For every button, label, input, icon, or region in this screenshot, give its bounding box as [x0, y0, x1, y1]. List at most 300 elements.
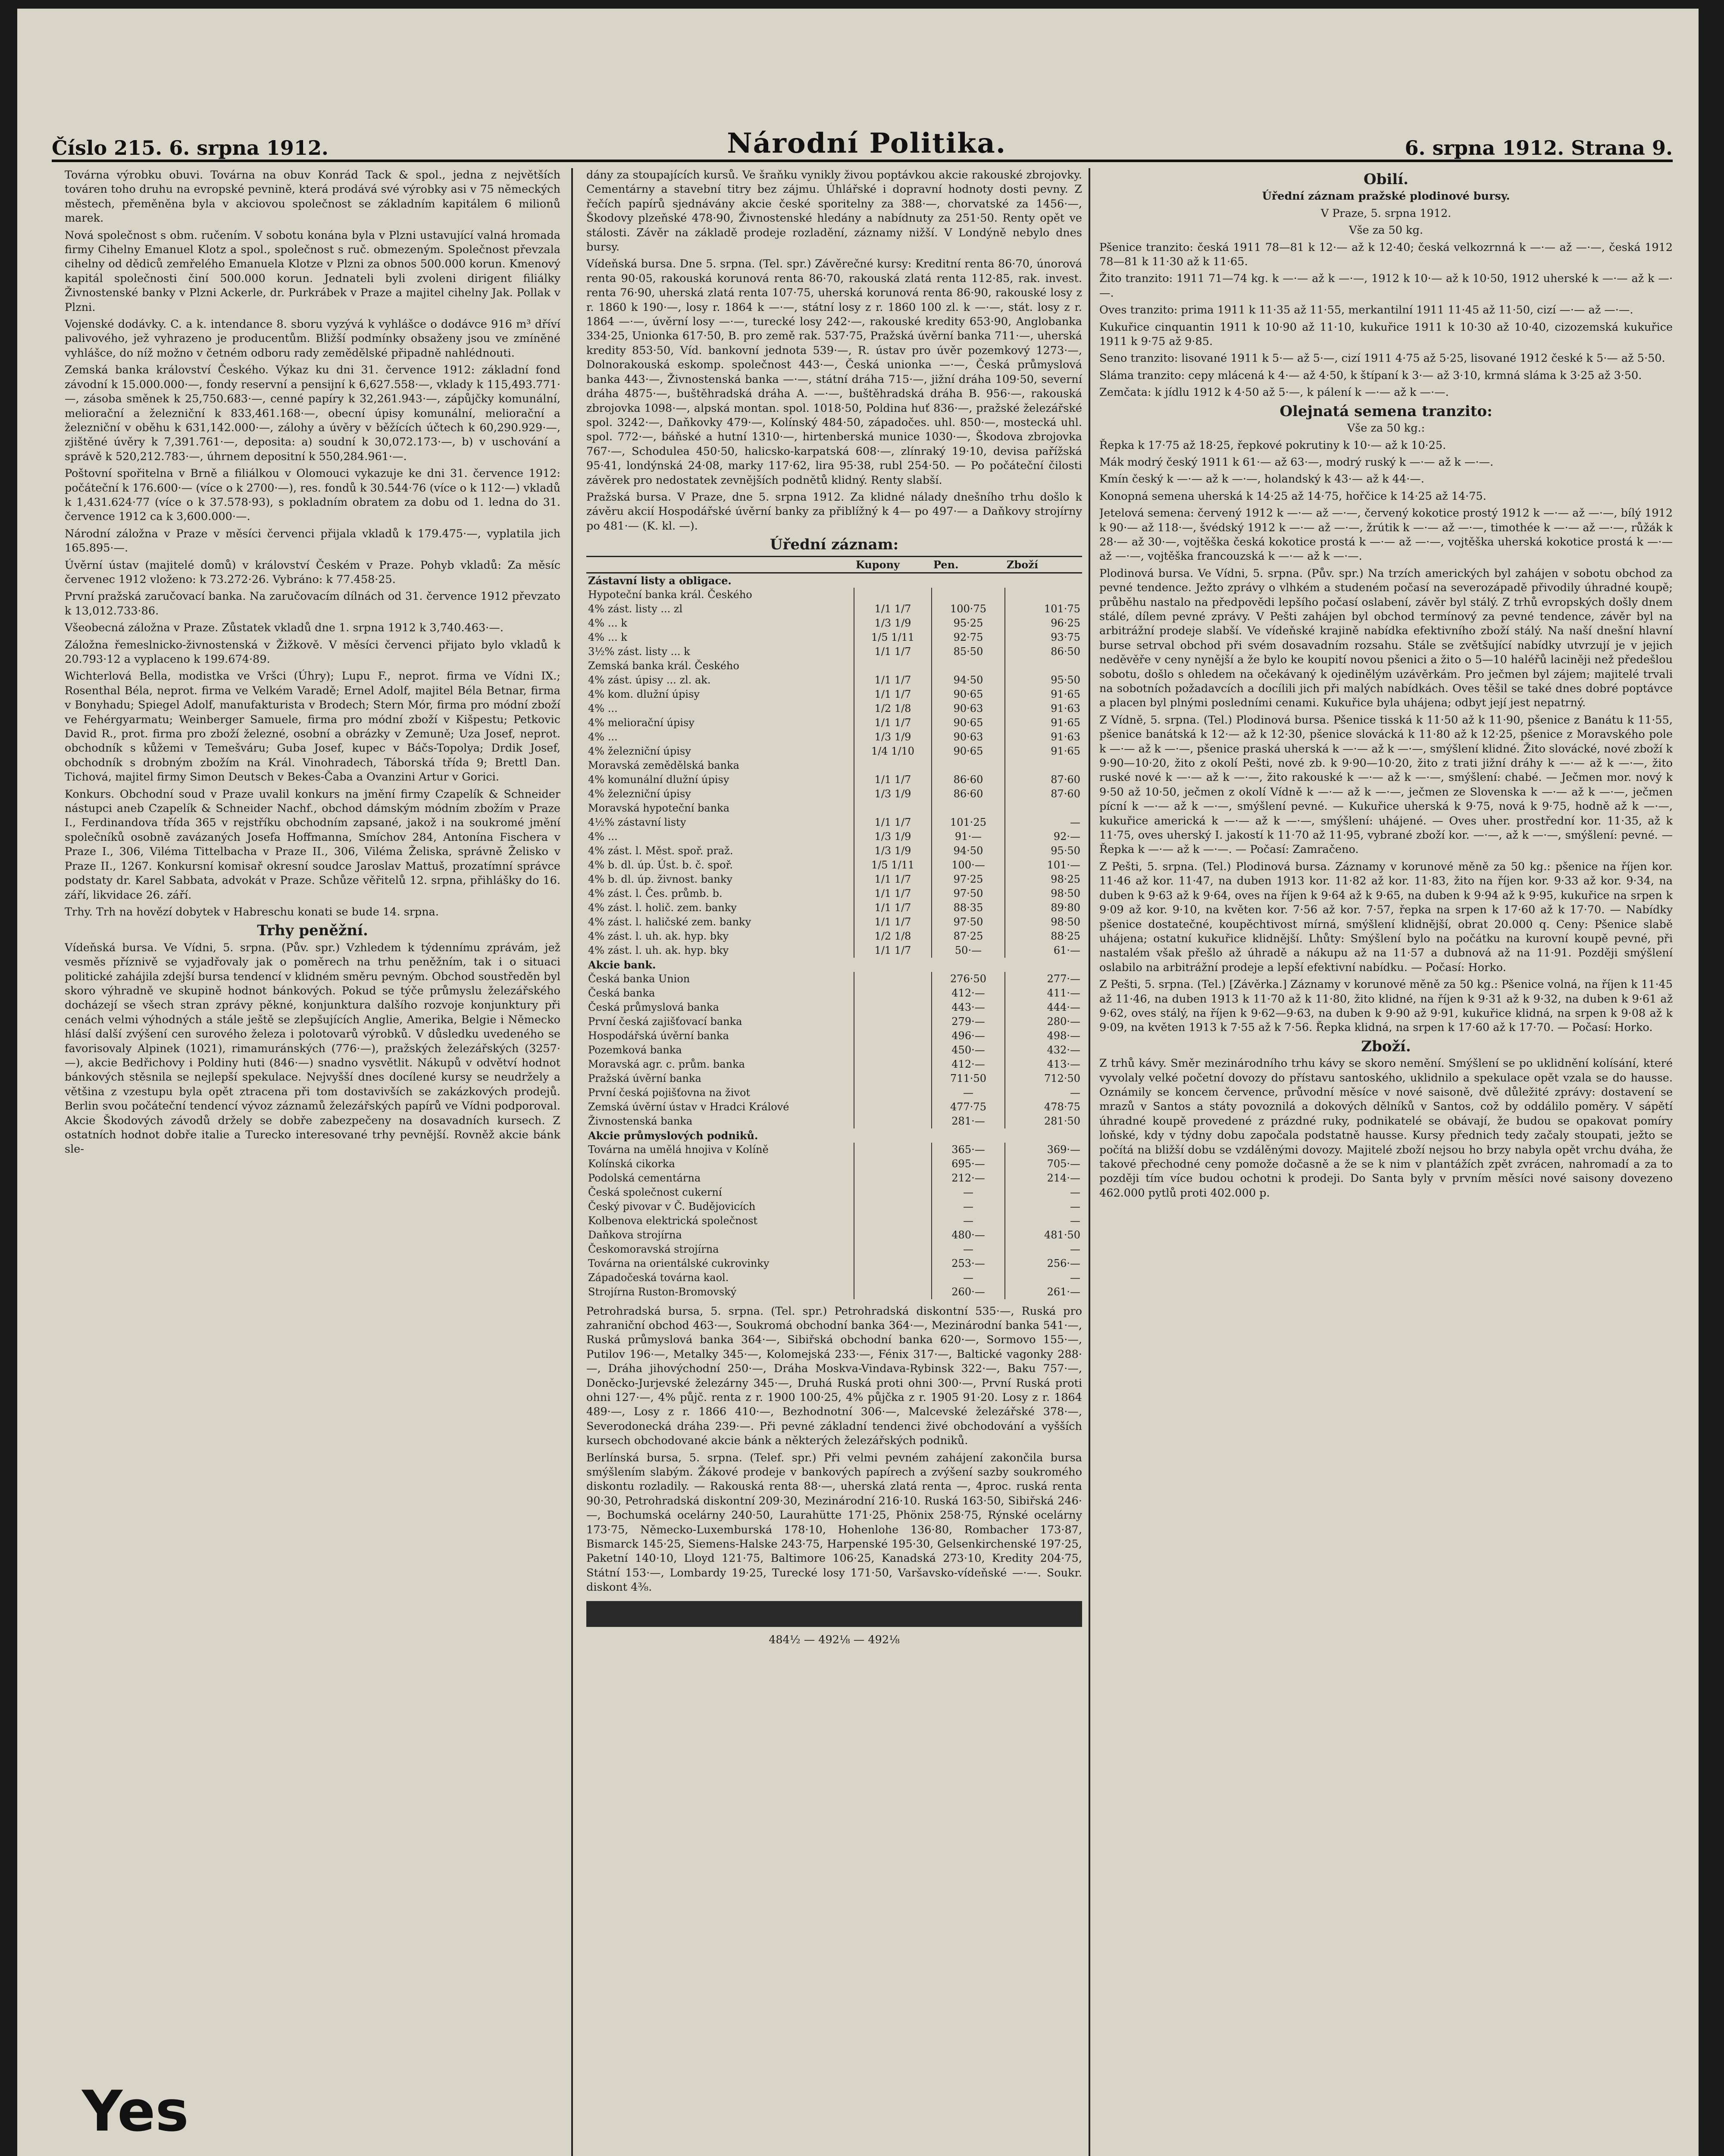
table-row	[586, 815, 1082, 830]
table-cell: 4% zást. l. Čes. průmb. b.	[588, 887, 723, 899]
table-cell: Daňkova strojírna	[588, 1228, 682, 1241]
section-heading: Úřední záznam:	[770, 536, 899, 554]
table-cell: —	[1005, 1271, 1082, 1285]
article: Pšenice tranzito: česká 1911 78—81 k 12·— až k 12·40; česká velkozrnná k —·— až —·—, česká 1912 78—81 k 11·30 až k 11·65.	[1099, 241, 1673, 269]
table-cell: 4% zást. l. uh. ak. hyp. bky	[588, 930, 729, 942]
table-cell: 88·35	[932, 901, 1005, 915]
bottom-numbers: 484½ — 492⅛ — 492⅛	[769, 1633, 900, 1646]
article: První pražská zaručovací banka. Na zaručovacím dílnách od 31. července 1912 převzato k 13,012.733·86.	[65, 590, 560, 617]
table-cell: 481·50	[1005, 1228, 1082, 1242]
table-cell: 98·50	[1005, 915, 1082, 929]
article: Kukuřice cinquantin 1911 k 10·90 až 11·10, kukuřice 1911 k 10·30 až 10·40, cizozemská kukuřice 1911 k 9·75 až 9·85.	[1099, 320, 1673, 348]
table-header	[586, 556, 854, 573]
table-cell: 4% ...	[588, 702, 618, 714]
table-cell: 214·—	[1005, 1171, 1082, 1185]
article: Záložna řemeslnicko-živnostenská v Žižkově. V měsíci červenci přijato bylo vkladů k 20.793·12 a vyplaceno k 199.674·89.	[65, 638, 560, 666]
table-row	[586, 1185, 1082, 1200]
article: Seno tranzito: lisované 1911 k 5·— až 5·—, cizí 1911 4·75 až 5·25, lisované 1912 české k 5·— až 5·50.	[1099, 352, 1665, 365]
table-row	[586, 1114, 1082, 1128]
table-cell: 93·75	[1005, 630, 1082, 645]
subheading: Vše za 50 kg.:	[1347, 422, 1425, 435]
table-cell	[1005, 758, 1082, 773]
table-cell	[854, 1242, 932, 1257]
table-cell: 498·—	[1005, 1029, 1082, 1043]
article: Z Pešti, 5. srpna. (Tel.) Plodinová bursa. Záznamy v korunové měně za 50 kg.: pšenice na říjen kor. 11·46 až kor. 11·47, na duben 1913 kor. 11·82 až kor. 11·83, žito na říjen kor. 9·33 až kor. 9·34, na duben k 9·63 až k 9·64, oves na říjen k 9·64 až k 9·65, na duben k 9·94 až k 9·95, kukuřice na srpen k 9·09 až kor. 9·10, na květen kor. 7·56 až kor. 7·57, řepka na srpen k 17·60 až k 17·70. — Nabídky pšenice dostatečné, koupěchtivost mírná, smýšlení klidnější, obrat 20.000 q. Ceny: Pšenice slabě uhájena; ostatní kukuřice klidnější. Lhůty: Smýšlení bylo na počátku na kurovní koupě pevné, při nastalém však přešlo až úhradě a nákupu až na 11·57 a dubnová až na 11·91. Později smýšlení oslabilo na arbitrážní prodeje a lepší efektivní nabídku. — Počasí: Horko.	[1099, 860, 1673, 974]
table-row	[586, 1072, 1082, 1086]
table-group-title: Zástavní listy a obligace.	[588, 574, 732, 587]
table-row	[586, 943, 1082, 958]
ad-headline: Yes	[82, 2078, 189, 2144]
table-cell	[854, 1271, 932, 1285]
table-group-row	[586, 573, 1082, 588]
table-cell: 276·50	[932, 972, 1005, 986]
table-cell: 1/1 1/7	[854, 602, 932, 616]
table-cell	[854, 1015, 932, 1029]
table-cell: 94·50	[932, 673, 1005, 687]
table-row	[586, 915, 1082, 929]
table-cell: 4% ...	[588, 730, 618, 743]
article: Sláma tranzito: cepy mlácená k 4·— až 4·50, k štípaní k 3·— až 3·10, krmná sláma k 3·25 až 3·50.	[1099, 369, 1642, 382]
table-cell: 61·—	[1005, 943, 1082, 958]
table-cell: 1/1 1/7	[854, 673, 932, 687]
table-cell: 97·50	[932, 915, 1005, 929]
article: Poštovní spořitelna v Brně a filiálkou v Olomouci vykazuje ke dni 31. července 1912: počáteční k 176.600·— (více o k 2700·—), res. fondů k 30.544·76 (více o k 112·—) vkladů k 1,431.624·77 (více o k 37.578·93), s pokladním obratem za dobu od 1. ledna do 31. července 1912 ca k 3,600.000·—.	[65, 467, 560, 523]
table-cell	[854, 1185, 932, 1200]
table-cell: —	[932, 1185, 1005, 1200]
table-cell: 444·—	[1005, 1000, 1082, 1015]
table-cell: 1/1 1/7	[854, 887, 932, 901]
table-row	[586, 844, 1082, 858]
table-cell	[854, 801, 932, 815]
table-cell: 89·80	[1005, 901, 1082, 915]
table-row	[586, 872, 1082, 887]
table-cell: 86·60	[932, 787, 1005, 801]
table-cell: —	[932, 1200, 1005, 1214]
table-cell: Pozemková banka	[588, 1044, 682, 1056]
table-cell: 50·—	[932, 943, 1005, 958]
table-cell	[854, 1029, 932, 1043]
table-cell: —	[1005, 815, 1082, 830]
table-cell	[854, 1157, 932, 1171]
table-cell	[854, 1086, 932, 1100]
table-cell: —	[1005, 1242, 1082, 1257]
black-bar	[586, 1601, 1082, 1627]
article: Zemská banka království Českého. Výkaz ku dni 31. července 1912: základní fond závodní k 15.000.000·—, fondy reservní a pensijní k 6,627.558·—, vklady k 115,493.771·—, zásoba směnek k 25,750.683·—, cenné papíry k 32,261.943·—, zápůjčky komunální, meliorační a železniční k 833,461.168·—, obecní úpisy komunální, meliorační a železniční v oběhu k 631,142.000·—, zálohy a úvěry v běžících účtech k 60,290.929·—, zjištěné úvěry k 7,391.761·—, deposita: a) soudní k 30,072.173·—, b) v uschování a správě k 520,212.783·—, úhrnem depositní k 550,284.961·—.	[65, 364, 560, 463]
table-cell: Kolbenova elektrická společnost	[588, 1214, 758, 1227]
table-header: Kupony	[854, 556, 932, 573]
table-cell: —	[932, 1271, 1005, 1285]
section-heading: Zboží.	[1361, 1037, 1411, 1055]
table-row	[586, 1143, 1082, 1157]
table-cell: 369·—	[1005, 1143, 1082, 1157]
table-cell: 4% meliorační úpisy	[588, 716, 695, 729]
table-group-title: Akcie průmyslových podniků.	[588, 1129, 758, 1142]
table-cell: 412·—	[932, 1057, 1005, 1072]
table-cell: —	[1005, 1200, 1082, 1214]
table-cell: 1/1 1/7	[854, 687, 932, 702]
table-cell: 86·60	[932, 773, 1005, 787]
table-cell: 695·—	[932, 1157, 1005, 1171]
table-cell: 4% zást. listy ... zl	[588, 602, 683, 615]
article: Wichterlová Bella, modistka ve Vršci (Úhry); Lupu F., neprot. firma ve Vídni IX.; Rosenthal Béla, neprot. firma ve Velkém Varadě; Ernel Adolf, majitel Béla Betnar, firma v Bonyhadu; Spiegel Adolf, manufakturista v Brodech; Stern Mór, firma pro módní zboží ve Fehérgyarmatu; Weinberger Samuele, firma pro módní zboží v Kišpestu; Petkovic David R., prot. firma pro zboží železné, osobní a obrázky v Zemuně; Uza Josef, neprot. obchodník s kůžemi v Temešváru; Guba Josef, kupec v Báčs-Topolya; Drdik Josef, obchodník s drobným zbožím na Král. Vinohradech, Táborská třída 9; Brettl Dan. Tichová, majitel firmy Simon Deutsch v Bekes-Čaba a Ovanzini Artur v Gorici.	[65, 670, 560, 784]
subheading: Vše za 50 kg.	[1349, 224, 1423, 237]
table-row	[586, 787, 1082, 801]
table-cell: 478·75	[1005, 1100, 1082, 1114]
table-cell: 1/1 1/7	[854, 943, 932, 958]
table-cell: 443·—	[932, 1000, 1005, 1015]
table-cell: 450·—	[932, 1043, 1005, 1057]
table-row	[586, 1157, 1082, 1171]
table-cell: 92·—	[1005, 830, 1082, 844]
table-cell: Zemská banka král. Českého	[588, 659, 739, 672]
table-cell: —	[1005, 1086, 1082, 1100]
table-cell: 85·50	[932, 645, 1005, 659]
table-cell	[854, 659, 932, 673]
table-cell: 101·—	[1005, 858, 1082, 872]
table-row	[586, 887, 1082, 901]
table-cell	[854, 1257, 932, 1271]
table-cell: 712·50	[1005, 1072, 1082, 1086]
table-cell: 100·75	[932, 602, 1005, 616]
table-cell: Česká průmyslová banka	[588, 1001, 719, 1013]
table-cell: 95·50	[1005, 844, 1082, 858]
table-row	[586, 1257, 1082, 1271]
table-cell: 1/1 1/7	[854, 901, 932, 915]
column-rule	[571, 168, 573, 2156]
table-cell: 100·—	[932, 858, 1005, 872]
table-cell: Zemská úvěrní ústav v Hradci Králové	[588, 1100, 789, 1113]
table-row	[586, 986, 1082, 1000]
article: Z trhů kávy. Směr mezinárodního trhu kávy se skoro nemění. Smýšlení se po uklidnění kolísání, které vyvolaly velké početní dovozy do přístavu santoského, uklidnilo a spekulace opět vzala se do hausse. Oznámily se koncem července, průvodní měsíce v nové saisoně, dvě důležité zprávy: dostavení se mrazů v Santos a státy povoznilá a dokových dělníků v Santos, což by oddálilo poměry. V sápětí úhradné koupě provedené z prázdné ruky, podnikatelé se obávají, že budou se opakovat pomíry loňské, kdy v týdny dobu započala podstatně hausse. Kursy přednich tedy začaly stoupati, ježto se počítá na bližší dobu se vzdálěnými dovozy. Majitelé zboží nejsou ho brzy nabyla opět vrchu dváha, že takové přechodné ceny pomože dočasně a že se k nim v plantážích zpět zvrácen, nahromadí a za to později tím více budou ochotni k prodeji. Do Santa byly v prvním měsíci nové saisony dovezeno 462.000 pytlů proti 402.000 p.	[1099, 1057, 1673, 1200]
table-row	[586, 858, 1082, 872]
table-cell: Česká banka	[588, 987, 655, 999]
article: Národní záložna v Praze v měsíci červenci přijala vkladů k 179.475·—, vyplatila jich 165.895·—.	[65, 527, 560, 555]
table-cell: 413·—	[1005, 1057, 1082, 1072]
article: Konopná semena uherská k 14·25 až 14·75, hořčice k 14·25 až 14·75.	[1099, 489, 1486, 503]
table-group-row	[586, 958, 1082, 972]
table-cell: Česká banka Union	[588, 972, 690, 985]
article: Petrohradská bursa, 5. srpna. (Tel. spr.) Petrohradská diskontní 535·—, Ruská pro zahraniční obchod 463·—, Soukromá obchodní banka 364·—, Mezinárodní banka 541·—, Ruská průmyslová banka 364·—, Sibiřská obchodní banka 620·—, Sormovo 155·—, Putilov 196·—, Metalky 345·—, Kolomejská 233·—, Fénix 317·—, Baltické vagonky 288·—, Dráha jihovýchodní 250·—, Dráha Moskva-Vindava-Rybinsk 322·—, Baku 757·—, Doněcko-Jurjevské železárny 345·—, Druhá Ruská proti ohni 300·—, První Ruská proti ohni 127·—, 4% půjč. renta z r. 1900 100·25, 4% půjčka z r. 1905 91·20. Losy z r. 1864 489·—, Losy z r. 1866 410·—, Bezhodnotní 306·—, Malcevské železářské 378·—, Severodonecká dráha 239·—. Při pevné základní tendenci živé obchodování a vyšších kursech obchodované akcie bánk a některých železářských podniků.	[586, 1304, 1082, 1448]
article: Vídeňská bursa. Ve Vídni, 5. srpna. (Pův. spr.) Vzhledem k týdennímu zprávám, jež vesměs příznivě se vyjadřovaly jak o poměrech na trhu peněžním, tak i o situaci politické zahájila zdejší bursa tendencí v klidném směru pevným. Obchod soustředěn byl skoro výhradně ve skupině hodnot bánkových. Pokud se týče průmyslu železářského docházejí se všech stran zprávy pěkné, konjunktura dalšího rozvoje konjunktury při cenách velmi výhodných a stále ještě se zlepšujících Anglie, Amerika, Belgie i Německo hlásí další zvýšení cen surového železa i polotovarů výrobků. V důsledku uvedeného se favorisovaly Alpinek (1021), rimamuránských (776·—), pražských železářských (3257·—), akcie Bedřichovy i Poldiny huti (846·—) snadno vysvětlit. Nákupů v odvětví hodnot bánkových stěsnila se nejlepší spekulace. Nejvyšší dnes docílené kursy se neudržely a většina z vzestupu byla opět ztracena při tom dostavivších se zakázkových prodejů. Berlin svou počáteční tendencí vývoz záznamů železářských papírů ve Vídni podporoval. Akcie Škodových závodů držely se dobře zabezpečeny na dosavadních kursech. Z ostatních hodnot dobře italie a Turecko interesované trhy pevnější. Rovněž akcie bánk sle-	[65, 941, 560, 1156]
table-cell: 496·—	[932, 1029, 1005, 1043]
article: Úvěrní ústav (majitelé domů) v království Českém v Praze. Pohyb vkladů: Za měsíc červenec 1912 vloženo: k 73.272·26. Vybráno: k 77.458·25.	[65, 558, 560, 586]
table-row	[586, 687, 1082, 702]
bond-table	[586, 556, 1082, 1299]
table-cell: 432·—	[1005, 1043, 1082, 1057]
table-cell: 256·—	[1005, 1257, 1082, 1271]
table-cell: 1/5 1/11	[854, 630, 932, 645]
table-cell: 480·—	[932, 1228, 1005, 1242]
article: Žito tranzito: 1911 71—74 kg. k —·— až k —·—, 1912 k 10·— až k 10·50, 1912 uherské k —·— až k —·—.	[1099, 272, 1673, 300]
table-cell: 3½% zást. listy ... k	[588, 645, 690, 658]
table-cell: 1/3 1/9	[854, 616, 932, 630]
table-cell	[932, 659, 1005, 673]
table-cell: 1/3 1/9	[854, 787, 932, 801]
table-cell: 1/1 1/7	[854, 872, 932, 887]
table-cell: 98·25	[1005, 872, 1082, 887]
table-row	[586, 1242, 1082, 1257]
table-cell	[854, 1043, 932, 1057]
table-cell: Hospodářská úvěrní banka	[588, 1029, 729, 1042]
table-cell: 1/4 1/10	[854, 744, 932, 758]
table-cell	[854, 972, 932, 986]
table-cell: 1/1 1/7	[854, 773, 932, 787]
table-cell: Pražská úvěrní banka	[588, 1072, 701, 1084]
table-cell: 4% b. dl. úp. Úst. b. č. spoř.	[588, 859, 733, 871]
table-cell: První česká pojišťovna na život	[588, 1086, 751, 1099]
table-cell: 4% zást. l. uh. ak. hyp. bky	[588, 944, 729, 956]
table-cell: Hypoteční banka král. Českého	[588, 588, 752, 601]
table-cell: 1/1 1/7	[854, 645, 932, 659]
table-cell: —	[932, 1086, 1005, 1100]
table-row	[586, 830, 1082, 844]
table-cell: 4% zást. l. haličské zem. banky	[588, 915, 751, 928]
table-group-row	[586, 1128, 1082, 1143]
col1-articles	[65, 168, 560, 919]
table-cell	[854, 758, 932, 773]
table-row	[586, 1043, 1082, 1057]
article: dány za stoupajících kursů. Ve šraňku vynikly živou poptávkou akcie rakouské zbrojovky. Cementárny a stavební titry bez zájmu. Úhlářské i dopravní hodnoty dosti pevny. Z řečích papírů sjednávány akcie české sporitelny za 388·—, chorvatské za 1456·—, Škodovy plzeňské 478·90, Živnostenské hledány a nabídnuty za 251·50. Renty opět ve stálosti. Závěr na základě prodeje rozladění, záznamy nižší. V Londýně nebylo dnes bursy.	[586, 169, 1082, 254]
table-cell: Továrna na orientálské cukrovinky	[588, 1257, 770, 1269]
table-cell: 412·—	[932, 986, 1005, 1000]
table-header: Pen.	[932, 556, 1005, 573]
table-row	[586, 645, 1082, 659]
article: Vídeňská bursa. Dne 5. srpna. (Tel. spr.) Závěrečné kursy: Kreditní renta 86·70, únorová renta 90·05, rakouská korunová renta 86·70, rakouská zlatá renta 112·85, rak. invest. renta 76·90, uherská zlatá renta 107·75, uherská korunová renta 86·90, rakouské losy z r. 1860 k 190·—, losy r. 1864 k —·—, státní losy z r. 1860 100 zl. k —·—, stát. losy z r. 1864 —·—, úvěrní losy —·—, turecké losy 242·—, rakouské kredity 653·90, Anglobanka 334·25, Unionka 617·50, B. pro země rak. 537·75, Pražská úvěrní banka 711·—, uherská kredity 853·50, Víd. bankovní jednota 539·—, R. ústav pro úvěr pozemkový 1273·—, Dolnorakouská eskomp. společnost 443·—, Česká unionka —·—, Česká průmyslová banka 443·—, Živnostenská banka —·—, státní dráha 715·—, jižní dráha 109·50, severní dráha 4875·—, buštěhradská dráha A. —·—, buštěhradská dráha B. 956·—, rakouská zbrojovka 1098·—, alpská montan. spol. 1018·50, Poldina huť 836·—, pražské železářské spol. 3242·—, Daňkovky 479·—, Kolínský 484·50, západočes. uhl. 850·—, mostecká uhl. spol. 772·—, báňské a hutní 1310·—, hirtenberská munice 1030·—, Škodova zbrojovka 767·—, Schodulea 450·50, halicsko-karpatská 608·—, zlínraký 19·10, devisa pařížská 95·41, londýnská 24·08, marky 117·62, lira 95·38, rubl 254·50. — Po počáteční čilosti závěrek pro nedostatek zevnějších podnětů klidný. Renty slabší.	[586, 257, 1082, 487]
table-row	[586, 616, 1082, 630]
article: Z Pešti, 5. srpna. (Tel.) [Závěrka.] Záznamy v korunové měně za 50 kg.: Pšenice volná, na říjen k 11·45 až 11·46, na duben 1913 k 11·70 až k 11·80, žito klidné, na říjen k 9·31 až k 9·32, na duben k 9·61 až 9·62, oves stálý, na říjen k 9·62—9·63, na duben k 9·90 až 9·91, kukuřice klidná, na srpen k 9·08 až k 9·09, na květen 1913 k 7·55 až k 7·56. Řepka klidná, na srpen k 17·60 až k 17·70. — Počasí: Horko.	[1099, 978, 1673, 1034]
table-cell: 4% b. dl. úp. živnost. banky	[588, 873, 732, 885]
table-cell: Kolínská cikorka	[588, 1157, 675, 1170]
table-cell: 87·25	[932, 929, 1005, 943]
table-row	[586, 901, 1082, 915]
table-cell: 4% zást. l. holič. zem. banky	[588, 901, 737, 914]
table-row	[586, 773, 1082, 787]
table-cell: 91·65	[1005, 716, 1082, 730]
table-cell: Moravská hypoteční banka	[588, 802, 730, 814]
table-cell	[1005, 659, 1082, 673]
table-row	[586, 588, 1082, 602]
table-cell: 277·—	[1005, 972, 1082, 986]
column-3	[1099, 168, 1673, 2156]
table-cell: 90·65	[932, 716, 1005, 730]
table-row	[586, 1271, 1082, 1285]
table-cell: 212·—	[932, 1171, 1005, 1185]
article: Konkurs. Obchodní soud v Praze uvalil konkurs na jmění firmy Czapelík & Schneider nástupci aneb Czapelík & Schneider Nachf., obchod dámským módním zbožím v Praze I., Ferdinandova třída 365 v rejstříku obchodním zapsané, jakož i na soukromé jmění společníků osobně zavázaných Josefa Hoffmanna, Smíchov 284, Antonína Fischera v Praze I., 306, Viléma Tittelbacha v Praze II., 306, Viléma Želiska, správně Želisko v Praze II., 1267. Konkursní komisař okresní soudce Jaroslav Mattuš, prozatímní správce podstaty dr. Karel Sabbata, advokát v Praze. Schůze věřitelů 12. srpna, přihlášky do 16. září, likvidace 26. září.	[65, 787, 560, 902]
table-cell: Česká společnost cukerní	[588, 1186, 722, 1198]
table-cell: 260·—	[932, 1285, 1005, 1299]
table-cell: 91·63	[1005, 730, 1082, 744]
table-cell: Českomoravská strojírna	[588, 1243, 719, 1255]
table-row	[586, 1171, 1082, 1185]
table-row	[586, 1285, 1082, 1299]
table-cell: 91·63	[1005, 702, 1082, 716]
table-cell: 261·—	[1005, 1285, 1082, 1299]
article: Kmín český k —·— až k —·—, holandský k 43·— až k 44·—.	[1099, 473, 1424, 486]
subheading: V Praze, 5. srpna 1912.	[1320, 207, 1452, 220]
table-cell: 4% ... k	[588, 617, 627, 629]
column-rule	[1089, 168, 1090, 2156]
table-row	[586, 730, 1082, 744]
article: Pražská bursa. V Praze, dne 5. srpna 1912. Za klidné nálady dnešního trhu došlo k závěru akcií Hospodářské úvěrní banky za přiblížný k 4— po 497·— a Daňkovy strojírny po 481·— (K. kl. —).	[586, 490, 1082, 533]
table-row	[586, 602, 1082, 616]
table-cell: Podolská cementárna	[588, 1172, 701, 1184]
subheading: Úřední záznam pražské plodinové bursy.	[1262, 190, 1510, 203]
table-cell	[1005, 588, 1082, 602]
table-cell: 281·—	[932, 1114, 1005, 1128]
table-cell: 1/1 1/7	[854, 915, 932, 929]
table-row	[586, 1200, 1082, 1214]
table-cell	[854, 1200, 932, 1214]
table-cell: 279·—	[932, 1015, 1005, 1029]
table-cell	[854, 986, 932, 1000]
section-heading: Trhy peněžní.	[257, 922, 368, 940]
table-cell: 88·25	[1005, 929, 1082, 943]
table-cell	[854, 1100, 932, 1114]
table-cell: 97·50	[932, 887, 1005, 901]
table-cell: 98·50	[1005, 887, 1082, 901]
table-row	[586, 1100, 1082, 1114]
table-row	[586, 1000, 1082, 1015]
table-row	[586, 1228, 1082, 1242]
table-cell: 87·60	[1005, 787, 1082, 801]
table-row	[586, 716, 1082, 730]
table-row	[586, 673, 1082, 687]
table-cell: 1/1 1/7	[854, 815, 932, 830]
table-cell: 91·—	[932, 830, 1005, 844]
section-heading: Obilí.	[1364, 171, 1408, 188]
table-cell: 1/3 1/9	[854, 730, 932, 744]
table-cell: 95·25	[932, 616, 1005, 630]
table-row	[586, 758, 1082, 773]
newspaper-title: Národní Politika.	[727, 127, 1007, 160]
table-cell: 97·25	[932, 872, 1005, 887]
table-cell: 90·65	[932, 687, 1005, 702]
table-cell: 4% komunální dlužní úpisy	[588, 773, 729, 786]
column-1	[65, 168, 560, 2048]
table-cell: 90·65	[932, 744, 1005, 758]
article: Zemčata: k jídlu 1912 k 4·50 až 5·—, k pálení k —·— až k —·—.	[1099, 386, 1449, 399]
advertisement	[65, 2061, 560, 2156]
table-cell	[854, 1000, 932, 1015]
table-cell: 4% ... k	[588, 631, 627, 643]
table-cell: —	[932, 1214, 1005, 1228]
table-cell: První česká zajišťovací banka	[588, 1015, 742, 1028]
table-row	[586, 929, 1082, 943]
table-cell: Živnostenská banka	[588, 1115, 693, 1127]
table-cell	[854, 1285, 932, 1299]
table-cell: Západočeská továrna kaol.	[588, 1271, 729, 1284]
table-cell: 90·63	[932, 730, 1005, 744]
table-row	[586, 1015, 1082, 1029]
table-cell: 87·60	[1005, 773, 1082, 787]
table-cell: 91·65	[1005, 744, 1082, 758]
table-cell	[932, 588, 1005, 602]
bond-table-body	[586, 573, 1082, 1299]
table-cell	[932, 758, 1005, 773]
article: Mák modrý český 1911 k 61·— až 63·—, modrý ruský k —·— až k —·—.	[1099, 455, 1494, 469]
table-cell: 411·—	[1005, 986, 1082, 1000]
table-cell: 94·50	[932, 844, 1005, 858]
table-cell	[854, 1057, 932, 1072]
table-cell: 86·50	[1005, 645, 1082, 659]
article: Továrna výrobku obuvi. Továrna na obuv Konrád Tack & spol., jedna z největších továren toho druhu na evropské pevnině, která prodává své výrobky asi v 75 německých městech, přeměněna byla v akciovou společnost se základním kapitálem 6 milionů marek.	[65, 169, 560, 225]
article: Berlínská bursa, 5. srpna. (Telef. spr.) Při velmi pevném zahájení zakončila bursa smýšlením slabým. Žákové prodeje v bankových papírech a zvýšení sazby soukromého diskontu rozladily. — Rakouská renta 88·—, uherská zlatá renta —, 4proc. ruská renta 90·30, Petrohradská diskontní 209·30, Mezinárodní 216·10. Ruská 163·50, Sibiřská 246·—, Bochumská ocelárny 240·50, Laurahütte 171·25, Phönix 258·75, Rýnské ocelárny 173·75, Německo-Luxemburská 178·10, Hohenlohe 136·80, Rombacher 173·87, Bismarck 145·25, Siemens-Halske 243·75, Harpenské 195·30, Gelsenkirchenské 197·25, Paketní 140·10, Lloyd 121·75, Baltimore 106·25, Kanadská 273·10, Kredity 204·75, Státní 153·—, Lombardy 19·25, Turecké losy 171·50, Varšavsko-vídeňské —·—. Soukr. diskont 4³⁄₈.	[586, 1451, 1082, 1594]
table-cell	[1005, 801, 1082, 815]
table-row	[586, 1057, 1082, 1072]
table-cell: 711·50	[932, 1072, 1005, 1086]
table-cell: 705·—	[1005, 1157, 1082, 1171]
table-row	[586, 1214, 1082, 1228]
table-cell: 95·50	[1005, 673, 1082, 687]
table-row	[586, 659, 1082, 673]
table-row	[586, 972, 1082, 986]
table-cell: 4% ...	[588, 830, 618, 843]
table-cell: Továrna na umělá hnojiva v Kolíně	[588, 1143, 769, 1156]
table-cell	[854, 1214, 932, 1228]
table-cell	[854, 1171, 932, 1185]
table-cell: 4½% zástavní listy	[588, 816, 686, 828]
table-cell	[854, 1114, 932, 1128]
article: Vojenské dodávky. C. a k. intendance 8. sboru vyzývá k vyhlášce o dodávce 916 m³ dříví palivového, jež vyhrazeno je producentům. Bližší podmínky obsaženy jsou ve zmíněné vyhlášce, do níž možno v četném odboru rady zemědělské připadně nahlédnouti.	[65, 318, 560, 360]
table-cell: —	[1005, 1214, 1082, 1228]
table-row	[586, 744, 1082, 758]
column-2	[586, 168, 1082, 2156]
table-cell: 477·75	[932, 1100, 1005, 1114]
table-cell: Moravská agr. c. prům. banka	[588, 1058, 745, 1070]
table-cell: 280·—	[1005, 1015, 1082, 1029]
table-cell: Moravská zemědělská banka	[588, 759, 739, 771]
article: Řepka k 17·75 až 18·25, řepkové pokrutiny k 10·— až k 10·25.	[1099, 439, 1446, 452]
table-cell: 4% zást. úpisy ... zl. ak.	[588, 674, 711, 686]
table-cell: Strojírna Ruston-Bromovský	[588, 1285, 737, 1298]
table-cell: 101·25	[932, 815, 1005, 830]
table-cell	[854, 588, 932, 602]
table-row	[586, 702, 1082, 716]
table-cell: 96·25	[1005, 616, 1082, 630]
article: Plodinová bursa. Ve Vídni, 5. srpna. (Pův. spr.) Na trzích amerických byl zahájen v sobotu obchod za pevné tendence. Ježto zprávy o vlhkém a studeném počasí na severozápadě přivodily úhradné koupě; průběhu nastalo na předpovědi lepšího počasí oslabení, závěr byl stálý. Z trhů evropských došly dnem stálé, dílem pevné zprávy. V Pešti zahájen byl obchod termínový za pevné tendence, závěr byl na arbitrážní prodeje slabší. Ve vídeňské krajině nabídka efektivního zboží stálý. Na naší dnešní hlavní burse setrval obchod při svém dosavadním rozsahu. Stále se zvětšující nabídky utvrzují je v jejich neděvěře v ceny nynější a že bylo ke koupití novou pšenici a žito o 5—10 haléřů laciněji než předešlou sobotu, došlo s ohledem na očekávaný k ojedinělým uzávěrkám. Pro ječmen byl zájem; majitelé trvali na sobotních požadavcích a docílili jich při malých nabídkách. Oves těšil se také dnes dobré poptávce a placen byl plnými posledními cenami. Kukuřice byla uhájena; odbyt její jest nepatrný.	[1099, 567, 1673, 710]
table-group-title: Akcie bank.	[588, 958, 656, 971]
header-left: Číslo 215. 6. srpna 1912.	[52, 136, 329, 160]
page-header	[52, 112, 1673, 162]
table-cell	[854, 1228, 932, 1242]
table-cell: —	[1005, 1185, 1082, 1200]
table-row	[586, 630, 1082, 645]
table-row	[586, 1029, 1082, 1043]
newspaper-page	[17, 9, 1699, 2156]
table-cell: 91·65	[1005, 687, 1082, 702]
table-cell: 90·63	[932, 702, 1005, 716]
table-cell: 1/3 1/9	[854, 844, 932, 858]
table-cell	[932, 801, 1005, 815]
article: Jetelová semena: červený 1912 k —·— až —·—, červený kokotice prostý 1912 k —·— až —·—, bílý 1912 k 90·— až 118·—, švédský 1912 k —·— až —·—, žrútik k —·— až —·—, timothée k —·— až —·—, růžák k 28·— až 30·—, vojtěška česká kokotice prostá k —·— až —·—, vojtěška uherská kokotice prostá k —·— až —·—, vojtěška francouzská k —·— až k —·—.	[1099, 507, 1673, 563]
article: Nová společnost s obm. ručením. V sobotu konána byla v Plzni ustavující valná hromada firmy Cihelny Emanuel Klotz a spol., společnost s ruč. obmezeným. Společnost převzala cihelny od dědiců zemřelého Emanuela Klotze v Plzni za obnos 500.000 korun. Kmenový kapitál společnosti činí 500.000 korun. Jednateli byli zvoleni dirigent filiálky Živnostenské banky v Plzni Ackerle, dr. Purkrábek v Praze a majitel cihelny Jak. Pollak v Plzni.	[65, 229, 560, 314]
table-cell: 1/3 1/9	[854, 830, 932, 844]
header-right: 6. srpna 1912. Strana 9.	[1405, 136, 1673, 160]
table-cell: 4% železniční úpisy	[588, 787, 691, 800]
table-cell: 253·—	[932, 1257, 1005, 1271]
table-cell: 92·75	[932, 630, 1005, 645]
table-header: Zboží	[1005, 556, 1082, 573]
article: Z Vídně, 5. srpna. (Tel.) Plodinová bursa. Pšenice tisská k 11·50 až k 11·90, pšenice z Banátu k 11·55, pšenice banátská k 12·— až k 12·30, pšenice slovácká k 11·80 až k 12·25, pšenice z Moravského pole k —·— až k —·—, pšenice praská uherská k —·— až k —·—, smýšlení klidné. Žito slovácké, nové zboží k 9·90—10·20, žito z okolí Pešti, nové zb. k 9·90—10·20, žito z trati jižní dráhy k —·— až k —·—, žito ruské nové k —·— až k —·—, žito rakouské k —·— až k —·—, smýšlení: chabé. — Ječmen mor. nový k 9·50 až 10·50, ječmen z okolí Vídně k —·— až k —·—, ječmen ze Slovenska k —·— až k —·—, ječmen pícní k —·— až k —·—, smýšlení pevné. — Kukuřice uherská k 9·75, nová k 9·75, hodně až k —·—, kukuřice americká k —·— až k —·—, smýšlení: uhájené. — Oves uher. prostřední kor. 11·35, až k 11·75, oves uherský I. jakostí k 11·70 až 11·95, vybrané zboží kor. —·—, až k —·—, smýšlení: pevné. — Řepka k —·— až k —·—. — Počasí: Zamračeno.	[1099, 713, 1673, 856]
table-cell: 1/2 1/8	[854, 929, 932, 943]
table-cell: 365·—	[932, 1143, 1005, 1157]
table-cell: 101·75	[1005, 602, 1082, 616]
table-cell: 1/5 1/11	[854, 858, 932, 872]
article: Oves tranzito: prima 1911 k 11·35 až 11·55, merkantilní 1911 11·45 až 11·50, cizí —·— až —·—.	[1099, 304, 1633, 317]
table-cell	[854, 1143, 932, 1157]
section-heading: Olejnatá semena tranzito:	[1280, 402, 1492, 420]
table-row	[586, 801, 1082, 815]
